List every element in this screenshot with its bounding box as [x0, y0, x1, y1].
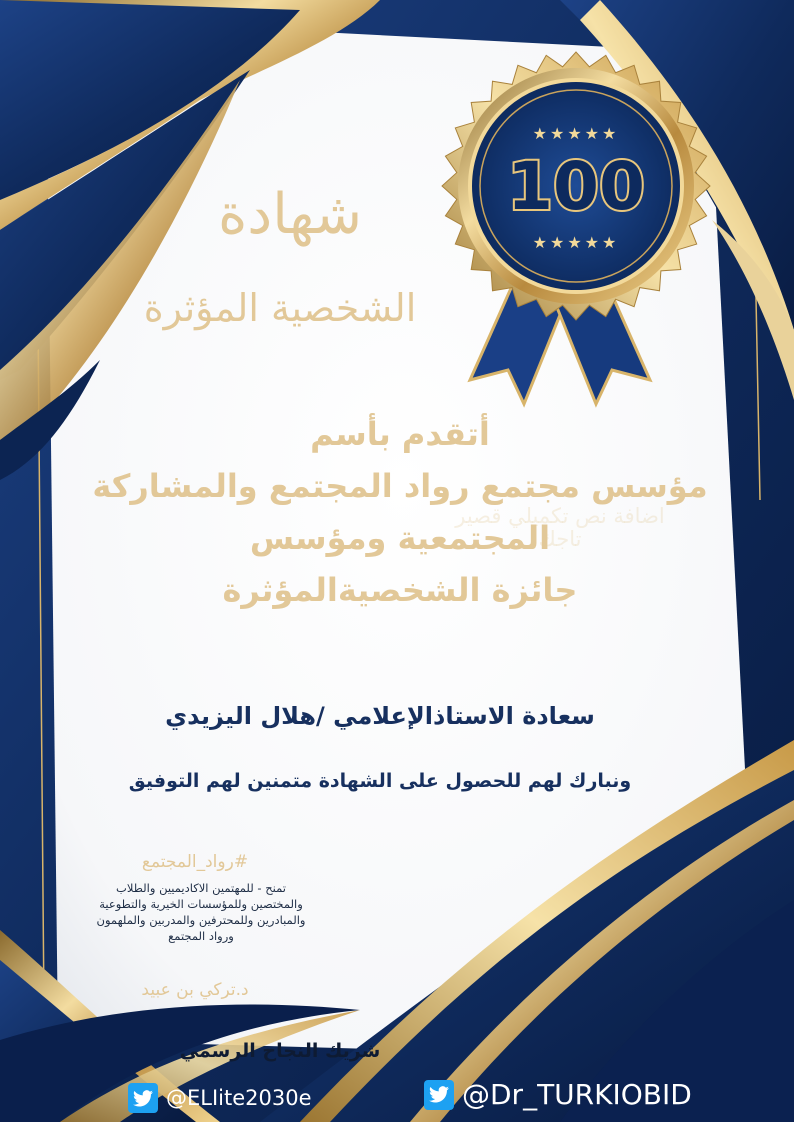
certificate-title: شهادة: [217, 182, 363, 247]
partner-label: شريك النجاح الرسمي: [179, 1040, 381, 1062]
twitter-icon: [424, 1080, 454, 1110]
signature-name: د.تركي بن عبيد: [141, 980, 249, 1000]
badge-number: 100: [507, 148, 645, 225]
twitter-handle-text: @Dr_TURKIOBID: [462, 1078, 692, 1111]
hashtag: #رواد_المجتمع: [141, 852, 249, 872]
criteria-line-2: والمختصين وللمؤسسات الخيرية والتطوعية: [99, 897, 303, 911]
certificate-subtitle: الشخصية المؤثرة: [143, 286, 417, 330]
body-line-2: مؤسس مجتمع رواد المجتمع والمشاركة: [92, 467, 708, 505]
twitter-icon: [128, 1083, 158, 1113]
faint-note-line-2: تاجك: [538, 527, 582, 552]
congratulations-text: ونبارك لهم للحصول على الشهادة متمنين لهم التوفيق: [128, 770, 632, 792]
body-line-3: المجتمعية ومؤسس: [249, 519, 551, 557]
badge-stars-top: ★★★★★: [532, 124, 620, 143]
twitter-handle-text: @ELIite2030e: [166, 1086, 312, 1110]
criteria-line-3: والمبادرين وللمحترفين والمدربين والملهمون: [96, 913, 306, 927]
body-line-4: جائزة الشخصيةالمؤثرة: [222, 571, 578, 609]
badge-stars-bottom: ★★★★★: [532, 233, 620, 252]
twitter-handle-left[interactable]: [128, 1083, 312, 1113]
criteria-line-4: ورواد المجتمع: [168, 929, 234, 943]
faint-note-line-1: اضافة نص تكميلي قصير: [455, 504, 665, 528]
faint-placeholder-note: [380, 505, 740, 551]
twitter-handle-right[interactable]: [424, 1078, 692, 1111]
body-line-1: أتقدم بأسم: [310, 415, 490, 453]
recipient-name: سعادة الاستاذالإعلامي /هلال اليزيدي: [165, 702, 595, 730]
criteria-line-1: تمنح - للمهتمين الاكاديميين والطلاب: [116, 881, 286, 895]
